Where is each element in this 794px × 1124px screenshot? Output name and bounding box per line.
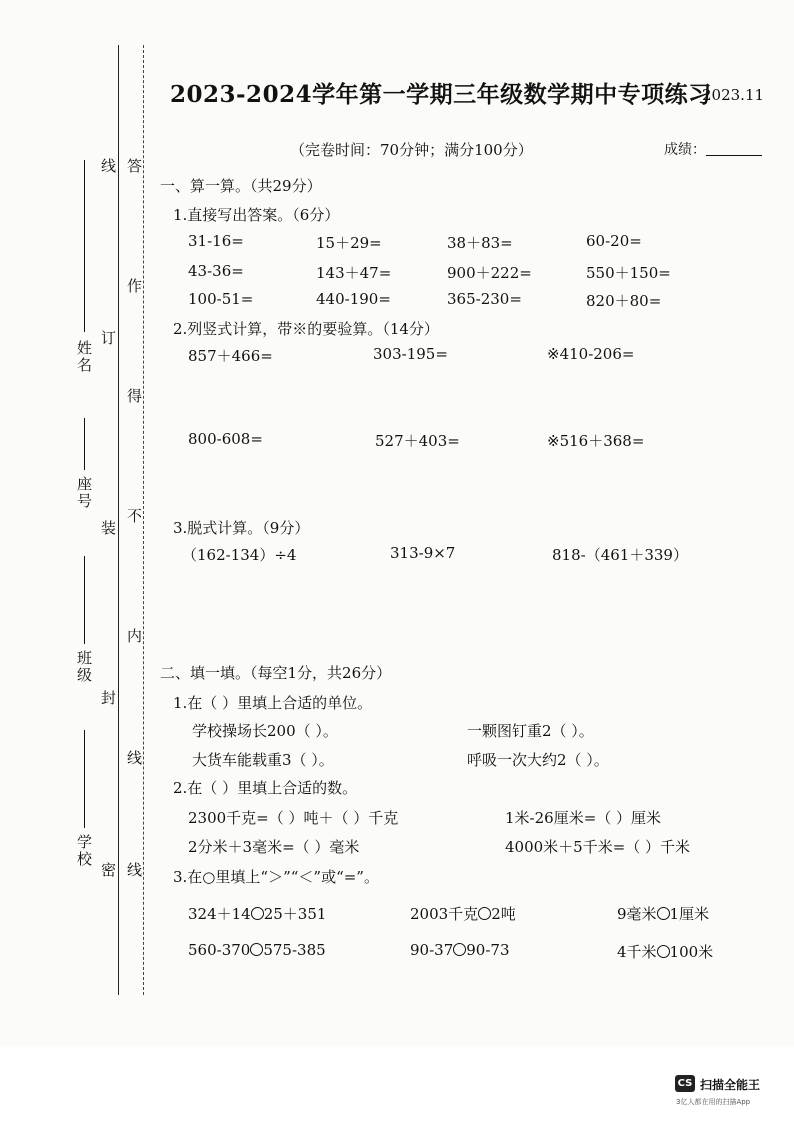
margin-col2-char: 内 [125, 628, 143, 645]
exam-subtitle: （完卷时间：70分钟；满分100分） [290, 141, 533, 159]
vertical-calc-item: 303-195= [373, 345, 448, 363]
section-1-heading: 一、算一算。（共29分） [160, 177, 322, 195]
page-title: 2023-2024学年第一学期三年级数学期中专项练习 [170, 81, 712, 108]
oral-item: 60-20= [586, 232, 642, 250]
compare-left: 2003千克 [410, 905, 479, 923]
margin-col2-char: 答 [125, 158, 143, 175]
compare-right: 100米 [669, 943, 714, 961]
margin-seal-char: 密 [99, 862, 117, 879]
oral-item: 440-190= [316, 290, 391, 308]
margin-col2-char: 作 [125, 278, 143, 295]
compare-item [410, 941, 510, 959]
fill-unit-item: 学校操场长200（ ）。 [192, 722, 338, 740]
oral-item: 550＋150= [586, 264, 671, 282]
fill-number-item: 2300千克=（ ）吨＋（ ）千克 [188, 809, 399, 827]
oral-item: 900＋222= [447, 264, 532, 282]
compare-item [617, 941, 713, 962]
q2-2-title: 2.在（ ）里填上合适的数。 [173, 779, 358, 797]
oral-item: 15＋29= [316, 234, 382, 252]
vertical-calc-item: 800-608= [188, 430, 263, 448]
margin-name-field [84, 160, 85, 332]
q1-1-title: 1.直接写出答案。（6分） [173, 206, 340, 224]
compare-left: 4千米 [617, 943, 657, 961]
section-2-heading: 二、填一填。（每空1分，共26分） [160, 664, 392, 682]
compare-right: 575-385 [263, 941, 326, 959]
compare-circle[interactable] [250, 943, 263, 956]
compare-item [410, 903, 516, 924]
stepwise-calc-item: 818-（461＋339） [552, 546, 688, 564]
oral-item: 43-36= [188, 262, 244, 280]
margin-col2-char: 线 [125, 862, 143, 879]
fill-number-item: 1米-26厘米=（ ）厘米 [505, 809, 662, 827]
oral-item: 365-230= [447, 290, 522, 308]
compare-item [188, 941, 326, 959]
exam-date: 2023.11 [702, 86, 765, 104]
scanner-tagline: 3亿人都在用的扫描App [676, 1098, 751, 1106]
margin-school-label: 学校 [75, 834, 93, 868]
margin-col1-char: 线 [99, 158, 117, 175]
margin-col2-char: 线 [125, 750, 143, 767]
compare-right: 2吨 [491, 905, 516, 923]
compare-left: 9毫米 [617, 905, 657, 923]
fill-unit-item: 大货车能载重3（ ）。 [192, 751, 334, 769]
compare-right: 1厘米 [669, 905, 710, 923]
stepwise-calc-item: 313-9×7 [390, 544, 456, 562]
compare-circle[interactable] [453, 943, 466, 956]
compare-circle[interactable] [251, 907, 264, 920]
margin-class-label: 班级 [75, 650, 93, 684]
margin-seat-field [84, 418, 85, 470]
vertical-calc-item: ※410-206= [547, 345, 635, 363]
fill-unit-item: 呼吸一次大约2（ ）。 [467, 751, 609, 769]
margin-class-field [84, 556, 85, 644]
oral-item: 820＋80= [586, 292, 662, 310]
q2-1-title: 1.在（ ）里填上合适的单位。 [173, 694, 373, 712]
margin-seal-char: 封 [99, 690, 117, 707]
vertical-calc-item: 857＋466= [188, 347, 273, 365]
q1-3-title: 3.脱式计算。（9分） [173, 519, 310, 537]
compare-right: 90-73 [466, 941, 510, 959]
scanner-app-name: 扫描全能王 [700, 1078, 761, 1092]
oral-item: 100-51= [188, 290, 254, 308]
fill-number-item: 4000米＋5千米=（ ）千米 [505, 838, 691, 856]
margin-seal-char: 装 [99, 520, 117, 537]
oral-item: 143＋47= [316, 264, 392, 282]
compare-circle[interactable] [657, 907, 670, 920]
stepwise-calc-item: （162-134）÷4 [182, 546, 297, 564]
q1-2-title: 2.列竖式计算，带※的要验算。（14分） [173, 320, 439, 338]
score-field[interactable] [706, 155, 762, 156]
q2-3-title: 3.在○里填上“＞”“＜”或“=”。 [173, 868, 379, 886]
margin-col2-char: 得 [125, 388, 143, 405]
compare-circle[interactable] [478, 907, 491, 920]
margin-name-label: 姓名 [75, 340, 93, 374]
compare-circle[interactable] [657, 945, 670, 958]
compare-item [188, 903, 326, 924]
margin-col2-char: 不 [125, 508, 143, 525]
scanner-logo-icon: CS [675, 1075, 695, 1092]
compare-left: 90-37 [410, 941, 454, 959]
compare-left: 324＋14 [188, 905, 251, 923]
fill-number-item: 2分米＋3毫米=（ ）毫米 [188, 838, 360, 856]
margin-seal-char: 订 [99, 330, 117, 347]
margin-school-field [84, 730, 85, 828]
fill-unit-item: 一颗图钉重2（ ）。 [467, 722, 594, 740]
oral-item: 31-16= [188, 232, 244, 250]
score-label: 成绩： [664, 142, 706, 158]
compare-item [617, 903, 709, 924]
compare-right: 25＋351 [263, 905, 327, 923]
compare-left: 560-370 [188, 941, 251, 959]
vertical-calc-item: 527＋403= [375, 432, 460, 450]
vertical-calc-item: ※516＋368= [547, 432, 645, 450]
margin-seat-label: 座号 [75, 476, 93, 510]
oral-item: 38＋83= [447, 234, 513, 252]
